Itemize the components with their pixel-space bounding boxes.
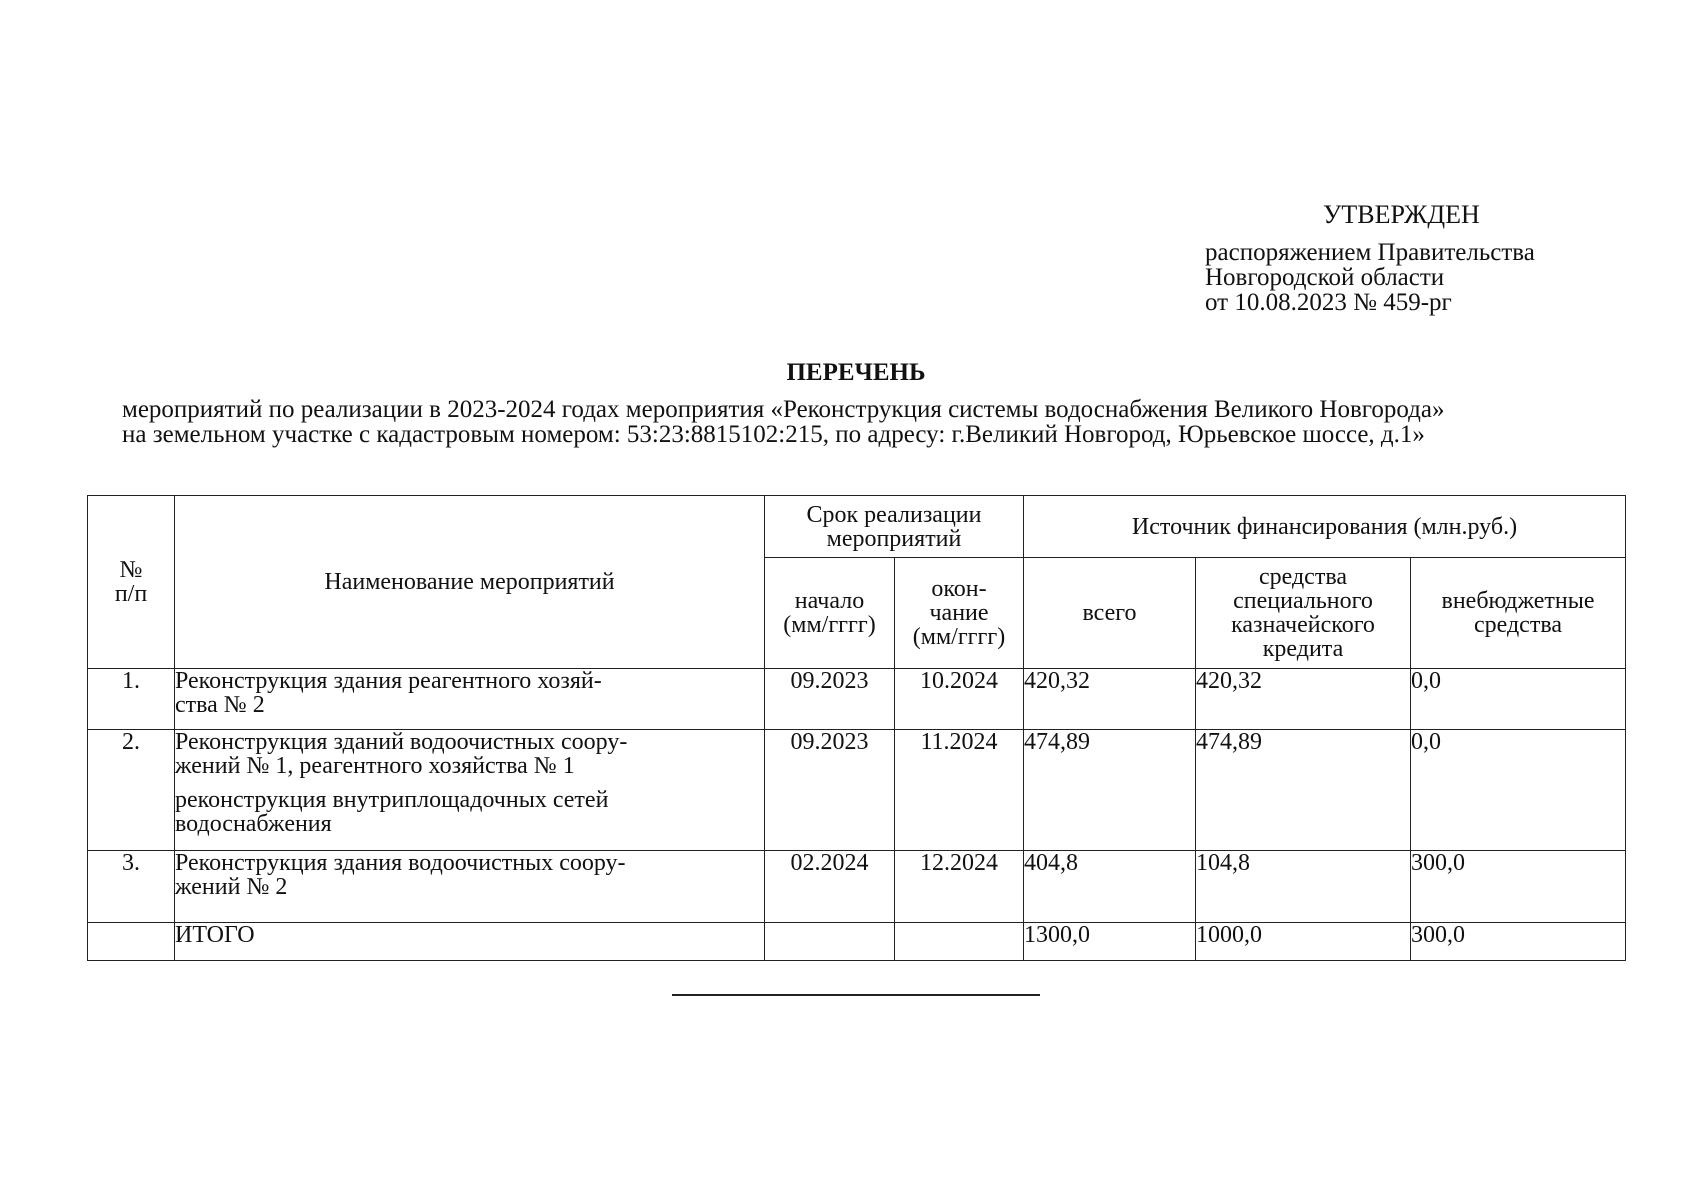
header-treasury-line-2: специального xyxy=(1233,588,1373,614)
totals-label: ИТОГО xyxy=(175,923,765,961)
row-name xyxy=(175,730,765,851)
header-treasury-line-1: средства xyxy=(1258,564,1347,590)
header-num-line-1: № xyxy=(119,557,143,583)
header-end-line-2: чание xyxy=(929,600,989,626)
row-treasury: 420,32 xyxy=(1196,669,1411,730)
subheading-line-1: мероприятий по реализации в 2023-2024 годах мероприятия «Реконструкция системы водоснабжения Великого Новгорода» xyxy=(122,396,1445,423)
document-subheading xyxy=(122,397,1592,447)
header-start xyxy=(765,558,895,669)
row-name-paragraph xyxy=(175,788,764,836)
row-name-line: реконструкция внутриплощадочных сетей xyxy=(175,787,609,813)
approval-line-3: от 10.08.2023 № 459-рг xyxy=(1205,289,1452,316)
row-num: 3. xyxy=(88,851,175,923)
approval-block xyxy=(1205,200,1625,315)
row-name-line: ства № 2 xyxy=(175,692,265,718)
row-name-line: Реконструкция здания водоочистных соору- xyxy=(175,850,626,876)
row-name-line: жений № 1, реагентного хозяйства № 1 xyxy=(175,753,575,779)
header-term xyxy=(765,496,1024,558)
row-end: 12.2024 xyxy=(895,851,1024,923)
totals-start-empty xyxy=(765,923,895,961)
totals-offbudget: 300,0 xyxy=(1411,923,1626,961)
document-heading: ПЕРЕЧЕНЬ xyxy=(786,359,926,386)
activities-table xyxy=(87,495,1626,961)
totals-end-empty xyxy=(895,923,1024,961)
row-offbudget: 0,0 xyxy=(1411,669,1626,730)
row-name-line: жений № 2 xyxy=(175,874,288,900)
header-start-line-1: начало xyxy=(794,588,865,614)
header-treasury-line-4: кредита xyxy=(1262,636,1344,662)
closing-rule xyxy=(672,994,1040,996)
row-name-line: водоснабжения xyxy=(175,811,332,837)
header-offbudget xyxy=(1411,558,1626,669)
header-num xyxy=(88,496,175,669)
row-treasury: 474,89 xyxy=(1196,730,1411,851)
table-row xyxy=(88,851,1626,923)
table-row xyxy=(88,730,1626,851)
header-name-text: Наименование мероприятий xyxy=(324,569,615,595)
row-start: 09.2023 xyxy=(765,730,895,851)
row-total: 404,8 xyxy=(1024,851,1196,923)
header-offbudget-line-2: средства xyxy=(1473,612,1562,638)
header-row-1 xyxy=(88,496,1626,558)
row-start: 09.2023 xyxy=(765,669,895,730)
row-offbudget: 0,0 xyxy=(1411,730,1626,851)
approval-title: УТВЕРЖДЕН xyxy=(1323,200,1480,229)
approval-line-2: Новгородской области xyxy=(1205,264,1445,291)
header-end xyxy=(895,558,1024,669)
row-end: 10.2024 xyxy=(895,669,1024,730)
header-term-line-1: Срок реализации xyxy=(806,501,982,528)
row-name-paragraph xyxy=(175,730,764,778)
totals-row xyxy=(88,923,1626,961)
header-name xyxy=(175,496,765,669)
header-start-line-2: (мм/гггг) xyxy=(783,612,876,638)
approval-line-1: распоряжением Правительства xyxy=(1205,239,1535,266)
row-offbudget: 300,0 xyxy=(1411,851,1626,923)
header-treasury xyxy=(1196,558,1411,669)
header-num-line-2: п/п xyxy=(114,581,148,607)
row-total: 420,32 xyxy=(1024,669,1196,730)
header-treasury-line-3: казначейского xyxy=(1231,612,1375,638)
header-end-line-1: окон- xyxy=(931,576,987,602)
header-offbudget-line-1: внебюджетные xyxy=(1441,588,1595,614)
row-total: 474,89 xyxy=(1024,730,1196,851)
header-end-line-3: (мм/гггг) xyxy=(912,624,1006,650)
row-treasury: 104,8 xyxy=(1196,851,1411,923)
row-name-line: Реконструкция здания реагентного хозяй- xyxy=(175,668,602,694)
subheading-line-2: на земельном участке с кадастровым номером: 53:23:8815102:215, по адресу: г.Великий Новгород, Юрьевское шоссе, д.1» xyxy=(122,421,1425,448)
row-name xyxy=(175,851,765,923)
header-source-text: Источник финансирования (млн.руб.) xyxy=(1131,513,1518,540)
totals-total: 1300,0 xyxy=(1024,923,1196,961)
totals-treasury: 1000,0 xyxy=(1196,923,1411,961)
header-term-line-2: мероприятий xyxy=(826,525,962,552)
table-row xyxy=(88,669,1626,730)
row-num: 2. xyxy=(88,730,175,851)
row-num: 1. xyxy=(88,669,175,730)
row-end: 11.2024 xyxy=(895,730,1024,851)
totals-num-empty xyxy=(88,923,175,961)
header-total-text: всего xyxy=(1082,600,1137,626)
row-name-line: Реконструкция зданий водоочистных соору- xyxy=(175,729,628,755)
row-start: 02.2024 xyxy=(765,851,895,923)
header-source xyxy=(1024,496,1626,558)
row-name xyxy=(175,669,765,730)
header-total xyxy=(1024,558,1196,669)
